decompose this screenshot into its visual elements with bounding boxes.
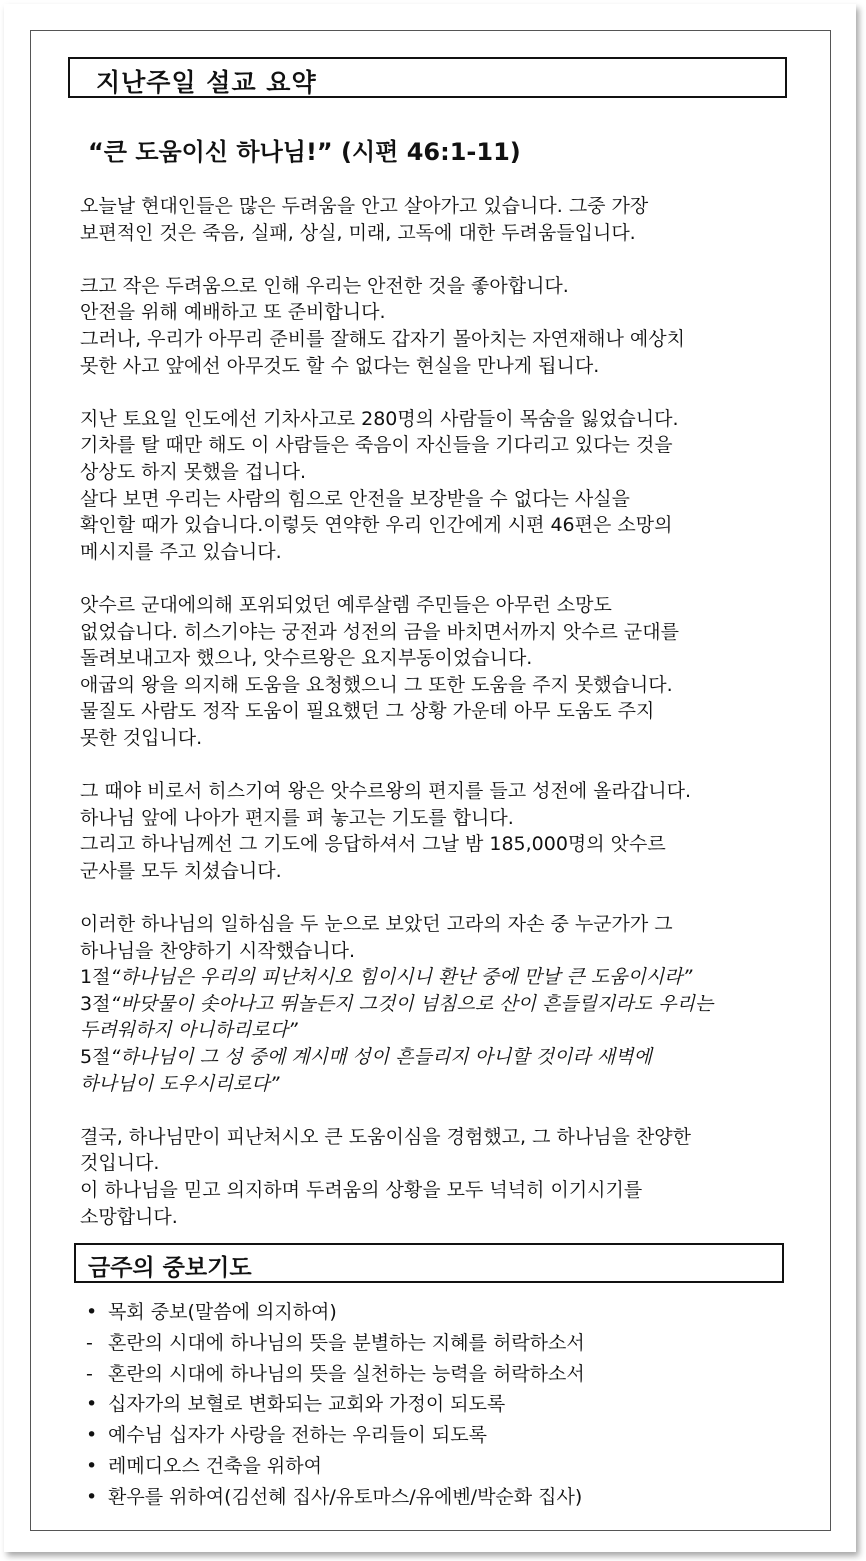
- prayer-item: [86, 1359, 585, 1390]
- prayer-heading: 금주의 중보기도: [88, 1255, 252, 1281]
- sermon-summary-heading: 지난주일 설교 요약: [96, 68, 317, 97]
- prayer-item-text: 환우를 위하여(김선혜 집사/유토마스/유에벤/박순화 집사): [108, 1485, 583, 1508]
- verse-label: 1절: [80, 966, 111, 989]
- paragraph-line: 크고 작은 두려움으로 인해 우리는 안전한 것을 좋아합니다.: [80, 274, 569, 297]
- verse-1: [80, 964, 780, 991]
- paragraph-line: 물질도 사람도 정작 도움이 필요했던 그 상황 가운데 아무 도움도 주지: [80, 700, 655, 723]
- prayer-item-text: 레메디오스 건축을 위하여: [108, 1454, 322, 1477]
- prayer-header: [74, 1243, 784, 1283]
- paragraph: [80, 193, 780, 246]
- verse-text: “하나님이 그 성 중에 계시매 성이 흔들리지 아니할 것이라 새벽에: [110, 1046, 652, 1068]
- paragraph: [80, 1124, 780, 1230]
- sermon-summary-header: [68, 57, 787, 98]
- bullet-icon: •: [86, 1485, 98, 1508]
- paragraph: [80, 592, 780, 752]
- paragraph-line: 메시지를 주고 있습니다.: [80, 540, 282, 563]
- prayer-item-text: 혼란의 시대에 하나님의 뜻을 실천하는 능력을 허락하소서: [108, 1362, 585, 1385]
- paragraph-line: 안전을 위해 예배하고 또 준비합니다.: [80, 301, 386, 324]
- paragraph-line: 상상도 하지 못했을 겁니다.: [80, 460, 307, 483]
- prayer-item: [86, 1482, 585, 1513]
- paragraph-line: 소망합니다.: [80, 1205, 178, 1228]
- verse-label: 3절: [80, 992, 111, 1015]
- paragraph-line: 것입니다.: [80, 1152, 160, 1175]
- prayer-item: [86, 1389, 585, 1420]
- prayer-item: [86, 1297, 585, 1328]
- paragraph-line: 애굽의 왕을 의지해 도움을 요청했으니 그 또한 도움을 주지 못했습니다.: [80, 673, 673, 696]
- verse-label: 5절: [80, 1046, 111, 1068]
- bullet-icon: •: [86, 1454, 98, 1477]
- verse-text: 두려워하지 아니하리로다”: [80, 1019, 298, 1042]
- prayer-item: [86, 1420, 585, 1451]
- paragraph-line: 없었습니다. 히스기야는 궁전과 성전의 금을 바치면서까지 앗수르 군대를: [80, 620, 679, 643]
- paragraph-line: 군사를 모두 치셨습니다.: [80, 859, 282, 882]
- paragraph-line: 돌려보내고자 했으나, 앗수르왕은 요지부동이었습니다.: [80, 647, 533, 670]
- dash-icon: -: [86, 1362, 93, 1385]
- prayer-item-text: 목회 중보(말씀에 의지하여): [108, 1301, 337, 1323]
- paragraph-line: 하나님을 찬양하기 시작했습니다.: [80, 939, 356, 962]
- sermon-title: “큰 도움이신 하나님!” (시편 46:1-11): [88, 138, 521, 166]
- paragraph-line: 이러한 하나님의 일하심을 두 눈으로 보았던 고라의 자손 중 누군가가 그: [80, 913, 673, 936]
- paragraph-line: 보편적인 것은 죽음, 실패, 상실, 미래, 고독에 대한 두려움들입니다.: [80, 221, 636, 244]
- dash-icon: -: [86, 1331, 93, 1354]
- bullet-icon: •: [86, 1301, 98, 1323]
- paragraph-line: 못한 것입니다.: [80, 726, 203, 749]
- verse-5-cont: [80, 1071, 780, 1098]
- paragraph-line: 살다 보면 우리는 사람의 힘으로 안전을 보장받을 수 없다는 사실을: [80, 487, 630, 510]
- verse-3-cont: [80, 1017, 780, 1044]
- sermon-body: [80, 193, 780, 1230]
- paragraph: [80, 911, 780, 1097]
- paragraph-line: 그리고 하나님께선 그 기도에 응답하셔서 그날 밤 185,000명의 앗수르: [80, 833, 666, 856]
- verse-3: [80, 991, 780, 1018]
- prayer-item-text: 십자가의 보혈로 변화되는 교회와 가정이 되도록: [108, 1393, 506, 1416]
- prayer-item: [86, 1328, 585, 1359]
- verse-5: [80, 1044, 780, 1071]
- paragraph-line: 앗수르 군대에의해 포위되었던 예루살렘 주민들은 아무런 소망도: [80, 593, 612, 616]
- prayer-item: [86, 1451, 585, 1482]
- paragraph-line: 결국, 하나님만이 피난처시오 큰 도움이심을 경험했고, 그 하나님을 찬양한: [80, 1125, 692, 1148]
- bullet-icon: •: [86, 1424, 98, 1447]
- paragraph-line: 확인할 때가 있습니다.이렇듯 연약한 우리 인간에게 시편 46편은 소망의: [80, 514, 673, 537]
- paragraph: [80, 273, 780, 379]
- prayer-item-text: 혼란의 시대에 하나님의 뜻을 분별하는 지혜를 허락하소서: [108, 1331, 585, 1354]
- paragraph-line: 못한 사고 앞에선 아무것도 할 수 없다는 현실을 만나게 됩니다.: [80, 354, 600, 377]
- paragraph: [80, 406, 780, 566]
- paragraph-line: 오늘날 현대인들은 많은 두려움을 안고 살아가고 있습니다. 그중 가장: [80, 195, 649, 217]
- bullet-icon: •: [86, 1393, 98, 1416]
- paragraph: [80, 778, 780, 884]
- paragraph-line: 기차를 탈 때만 해도 이 사람들은 죽음이 자신들을 기다리고 있다는 것을: [80, 434, 673, 457]
- paragraph-line: 지난 토요일 인도에선 기차사고로 280명의 사람들이 목숨을 잃었습니다.: [80, 407, 679, 430]
- prayer-list: [86, 1297, 585, 1513]
- paragraph-line: 이 하나님을 믿고 의지하며 두려움의 상황을 모두 넉넉히 이기시기를: [80, 1178, 643, 1201]
- verse-text: “바닷물이 솟아나고 뛰놀든지 그것이 넘침으로 산이 흔들릴지라도 우리는: [110, 992, 714, 1015]
- prayer-item-text: 예수님 십자가 사랑을 전하는 우리들이 되도록: [108, 1424, 487, 1447]
- paragraph-line: 하나님 앞에 나아가 편지를 펴 놓고는 기도를 합니다.: [80, 806, 514, 829]
- paragraph-line: 그러나, 우리가 아무리 준비를 잘해도 갑자기 몰아치는 자연재해나 예상치: [80, 327, 685, 350]
- paragraph-line: 그 때야 비로서 히스기여 왕은 앗수르왕의 편지를 들고 성전에 올라갑니다.: [80, 780, 692, 803]
- verse-text: “하나님은 우리의 피난처시오 힘이시니 환난 중에 만날 큰 도움이시라”: [110, 966, 693, 989]
- verse-text: 하나님이 도우시리로다”: [80, 1072, 280, 1095]
